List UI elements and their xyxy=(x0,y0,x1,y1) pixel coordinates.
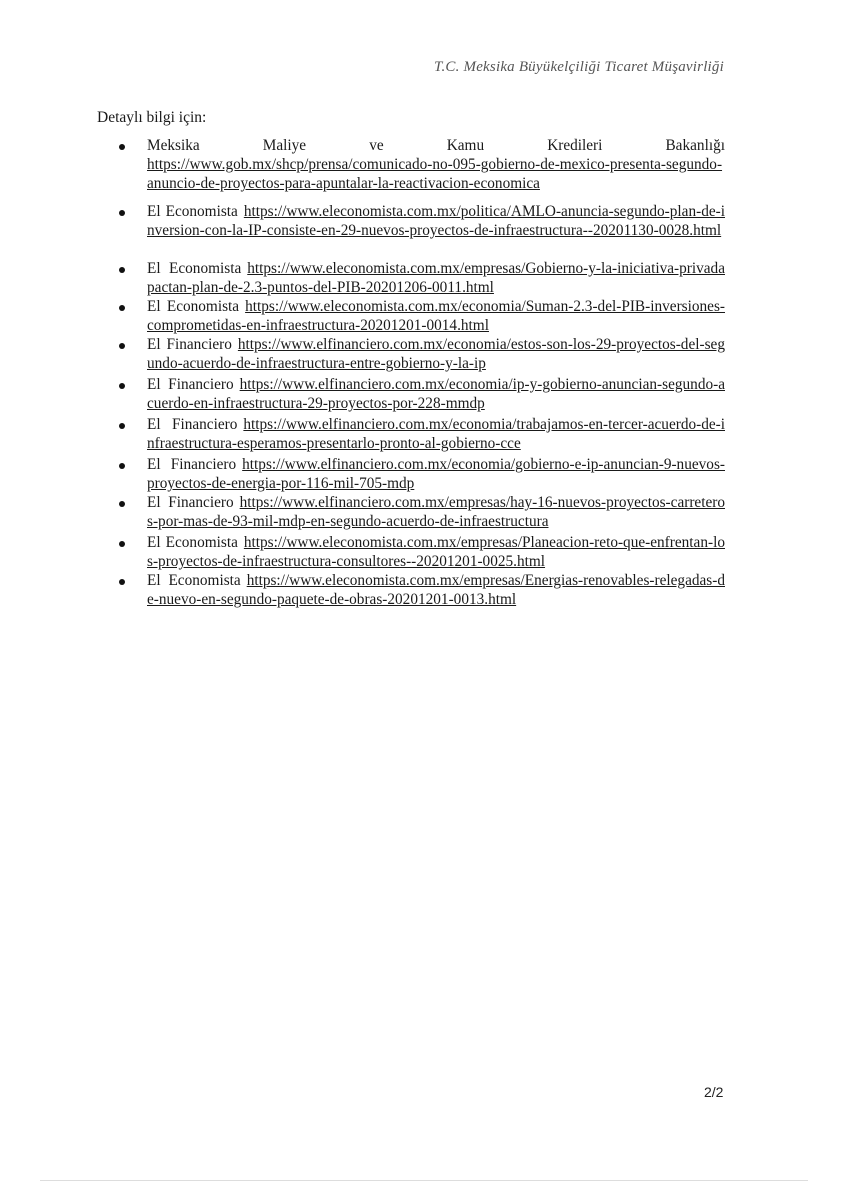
bullet-icon xyxy=(119,501,125,507)
bullet-icon xyxy=(119,383,125,389)
reference-source: El Financiero xyxy=(147,494,234,511)
reference-link[interactable]: https://www.eleconomista.com.mx/economia/Suman-2.3-del-PIB-inversiones-comprometidas-en-infraestructura-20201201-0014.html xyxy=(147,298,725,334)
reference-source: El Economista xyxy=(147,298,240,315)
reference-text xyxy=(147,571,725,609)
list-item xyxy=(0,137,848,192)
list-item xyxy=(0,377,848,417)
source-word: ve xyxy=(369,137,384,154)
source-word: Kamu xyxy=(446,137,485,154)
intro-text: Detaylı bilgi için: xyxy=(97,109,207,126)
bullet-icon xyxy=(119,463,125,469)
reference-text xyxy=(147,335,725,373)
list-item xyxy=(0,573,848,613)
bullet-icon xyxy=(119,579,125,585)
footer-divider xyxy=(40,1180,808,1181)
source-word: Bakanlığı xyxy=(665,137,725,154)
reference-link[interactable]: https://www.elfinanciero.com.mx/economia/ip-y-gobierno-anuncian-segundo-acuerdo-en-infraestructura-29-proyectos-por-228-mmdp xyxy=(147,376,725,412)
bullet-icon xyxy=(119,210,125,216)
reference-text xyxy=(147,259,725,297)
reference-source: El Financiero xyxy=(147,456,237,473)
reference-text xyxy=(147,136,725,193)
list-item xyxy=(0,337,848,377)
bullet-icon xyxy=(119,541,125,547)
list-item xyxy=(0,204,848,244)
reference-link[interactable]: https://www.eleconomista.com.mx/empresas/Energias-renovables-relegadas-de-nuevo-en-segundo-paquete-de-obras-20201201-0013.html xyxy=(147,572,725,608)
reference-source xyxy=(147,136,725,155)
page-header: T.C. Meksika Büyükelçiliği Ticaret Müşavirliği xyxy=(434,59,724,75)
source-word: Meksika xyxy=(147,137,200,154)
reference-link[interactable]: https://www.elfinanciero.com.mx/economia/trabajamos-en-tercer-acuerdo-de-infraestructura-esperamos-presentarlo-pronto-al-gobierno-cce xyxy=(147,416,725,452)
reference-source: El Economista xyxy=(147,260,242,277)
list-item xyxy=(0,457,848,497)
bullet-icon xyxy=(119,423,125,429)
reference-source: El Economista xyxy=(147,203,238,220)
reference-text xyxy=(147,202,725,240)
reference-text xyxy=(147,297,725,335)
reference-text xyxy=(147,493,725,531)
reference-text xyxy=(147,533,725,571)
reference-source: El Economista xyxy=(147,534,238,551)
list-item xyxy=(0,535,848,575)
list-item xyxy=(0,261,848,301)
reference-link[interactable]: https://www.elfinanciero.com.mx/economia/estos-son-los-29-proyectos-del-segundo-acuerdo-de-infraestructura-entre-gobierno-y-la-ip xyxy=(147,336,725,372)
reference-link[interactable]: https://www.eleconomista.com.mx/empresas/Gobierno-y-la-iniciativa-privadapactan-plan-de-2.3-puntos-del-PIB-20201206-0011.html xyxy=(147,260,725,296)
reference-text xyxy=(147,455,725,493)
reference-link[interactable]: https://www.elfinanciero.com.mx/economia/gobierno-e-ip-anuncian-9-nuevos-proyectos-de-energia-por-116-mil-705-mdp xyxy=(147,456,725,492)
source-word: Maliye xyxy=(262,137,307,154)
reference-link[interactable]: https://www.eleconomista.com.mx/politica/AMLO-anuncia-segundo-plan-de-inversion-con-la-IP-consiste-en-29-nuevos-proyectos-de-infraestructura--20201130-0028.html xyxy=(147,203,725,239)
reference-link[interactable]: https://www.elfinanciero.com.mx/empresas/hay-16-nuevos-proyectos-carreteros-por-mas-de-93-mil-mdp-en-segundo-acuerdo-de-infraestructura xyxy=(147,494,725,530)
bullet-icon xyxy=(119,305,125,311)
reference-text xyxy=(147,375,725,413)
reference-source: El Financiero xyxy=(147,336,232,353)
reference-link[interactable]: https://www.eleconomista.com.mx/empresas/Planeacion-reto-que-enfrentan-los-proyectos-de-infraestructura-consultores--20201201-0025.html xyxy=(147,534,725,570)
page-number: 2/2 xyxy=(704,1084,724,1100)
list-item xyxy=(0,417,848,457)
reference-link[interactable]: https://www.gob.mx/shcp/prensa/comunicado-no-095-gobierno-de-mexico-presenta-segundo-anuncio-de-proyectos-para-apuntalar-la-reactivacion-economica xyxy=(147,156,723,192)
bullet-icon xyxy=(119,343,125,349)
source-word: Kredileri xyxy=(547,137,603,154)
list-item xyxy=(0,299,848,339)
bullet-icon xyxy=(119,267,125,273)
reference-text xyxy=(147,415,725,453)
list-item xyxy=(0,495,848,535)
reference-source: El Financiero xyxy=(147,376,234,393)
bullet-icon xyxy=(119,144,125,150)
reference-source: El Financiero xyxy=(147,416,238,433)
reference-source: El Economista xyxy=(147,572,241,589)
